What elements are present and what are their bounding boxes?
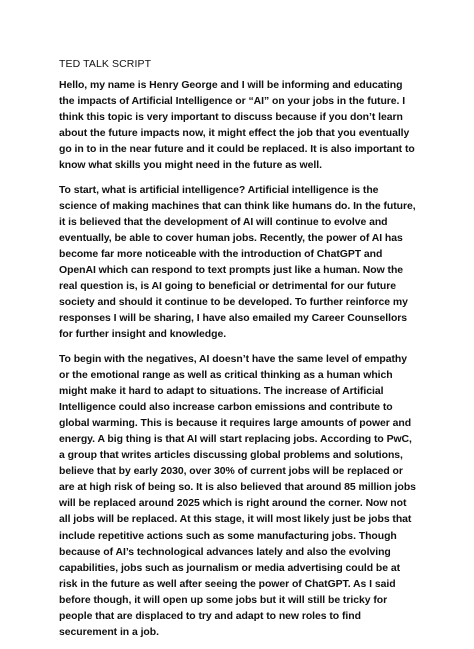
document-body xyxy=(59,78,419,649)
paragraph-what-is-ai: To start, what is artificial intelligence? Artificial intelligence is the science of making machines that can think like humans do. In the future, it is believed that the development of AI will continue to evolve and eventually, be able to cover human jobs. Recently, the power of AI has become far more noticeable with the introduction of ChatGPT and OpenAI which can respond to text prompts just like a human. Now the real question is, is AI going to beneficial or detrimental for our future society and should it continue to be developed. To further reinforce my responses I will be sharing, I have also emailed my Career Counsellors for further insight and knowledge. xyxy=(59,184,416,341)
document-title: TED TALK SCRIPT xyxy=(59,58,152,70)
paragraph-introduction: Hello, my name is Henry George and I will be informing and educating the impacts of Artificial Intelligence or “AI” on your jobs in the future. I think this topic is very important to discuss because if you don’t learn about the future impacts now, it might effect the job that you eventually go in to in the near future and it could be replaced. It is also important to know what skills you might need in the future as well. xyxy=(59,80,415,172)
paragraph-negatives: To begin with the negatives, AI doesn’t have the same level of empathy or the emotional range as well as critical thinking as a human which might make it hard to adapt to situations. The increase of Artificial Intelligence could also increase carbon emissions and contribute to global warming. This is because it requires large amounts of power and energy. A big thing is that AI will start replacing jobs. According to PwC, a group that writes articles discussing global problems and solutions, believe that by early 2030, over 30% of current jobs will be replaced or are at high risk of being so. It is also believed that around 85 million jobs will be replaced around 2025 which is right around the corner. Now not all jobs will be replaced. At this stage, it will most likely just be jobs that include repetitive actions such as some manufacturing jobs. Though because of AI’s technological advances lately and also the evolving capabilities, jobs such as journalism or media advertising could be at risk in the future as well after seeing the power of ChatGPT. As I said before though, it will open up some jobs but it will still be tricky for people that are displaced to try and adapt to new roles to find securement in a job. xyxy=(59,353,416,639)
